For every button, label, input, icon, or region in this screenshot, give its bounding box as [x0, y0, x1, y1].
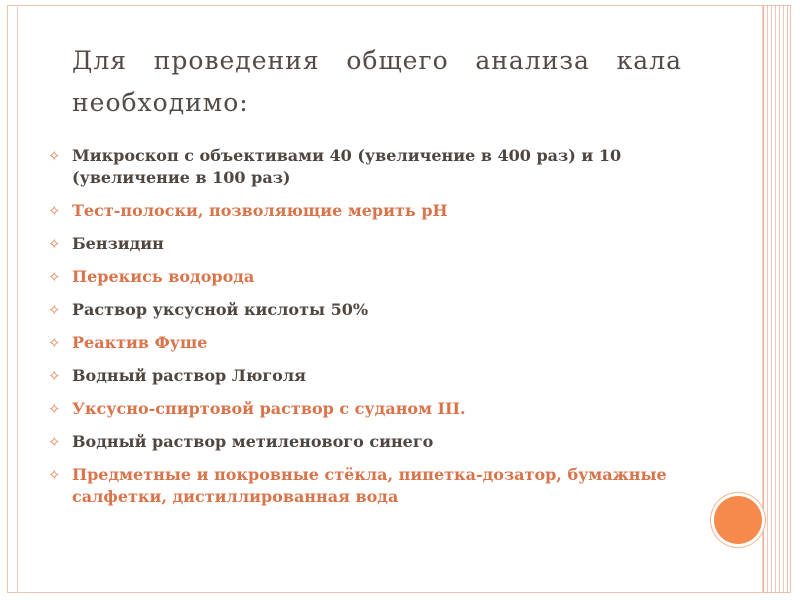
- four-pointed-star-icon: ✧: [48, 334, 61, 352]
- list-item-text: Микроскоп с объективами 40 (увеличение в 400 раз) и 10 (увеличение в 100 раз): [72, 146, 622, 187]
- four-pointed-star-icon: ✧: [48, 433, 61, 451]
- list-item: [48, 145, 688, 189]
- list-item: [48, 464, 688, 508]
- four-pointed-star-icon: ✧: [48, 466, 61, 484]
- list-item-text: Уксусно-спиртовой раствор с суданом III.: [72, 399, 466, 418]
- list-item: [48, 431, 688, 453]
- list-item: [48, 332, 688, 354]
- slide-title: Для проведения общего анализа кала необходимо:: [72, 46, 682, 117]
- list-item-text: Реактив Фуше: [72, 333, 208, 352]
- four-pointed-star-icon: ✧: [48, 367, 61, 385]
- four-pointed-star-icon: ✧: [48, 202, 61, 220]
- list-item: [48, 398, 688, 420]
- list-item: [48, 365, 688, 387]
- four-pointed-star-icon: ✧: [48, 268, 61, 286]
- list-item: [48, 200, 688, 222]
- list-item-text: Тест-полоски, позволяющие мерить рН: [72, 201, 448, 220]
- list-item-text: Бензидин: [72, 234, 164, 253]
- list-item-text: Раствор уксусной кислоты 50%: [72, 300, 369, 319]
- four-pointed-star-icon: ✧: [48, 400, 61, 418]
- list-item-text: Водный раствор метиленового синего: [72, 432, 434, 451]
- decorative-orange-circle: [714, 496, 762, 544]
- list-item-text: Водный раствор Люголя: [72, 366, 306, 385]
- list-item: [48, 233, 688, 255]
- list-item-text: Предметные и покровные стёкла, пипетка-дозатор, бумажные салфетки, дистиллированная вода: [72, 465, 667, 506]
- bullet-list: [48, 145, 688, 519]
- four-pointed-star-icon: ✧: [48, 301, 61, 319]
- list-item: [48, 266, 688, 288]
- list-item: [48, 299, 688, 321]
- four-pointed-star-icon: ✧: [48, 147, 61, 165]
- decorative-striped-band: [763, 5, 791, 593]
- list-item-text: Перекись водорода: [72, 267, 255, 286]
- four-pointed-star-icon: ✧: [48, 235, 61, 253]
